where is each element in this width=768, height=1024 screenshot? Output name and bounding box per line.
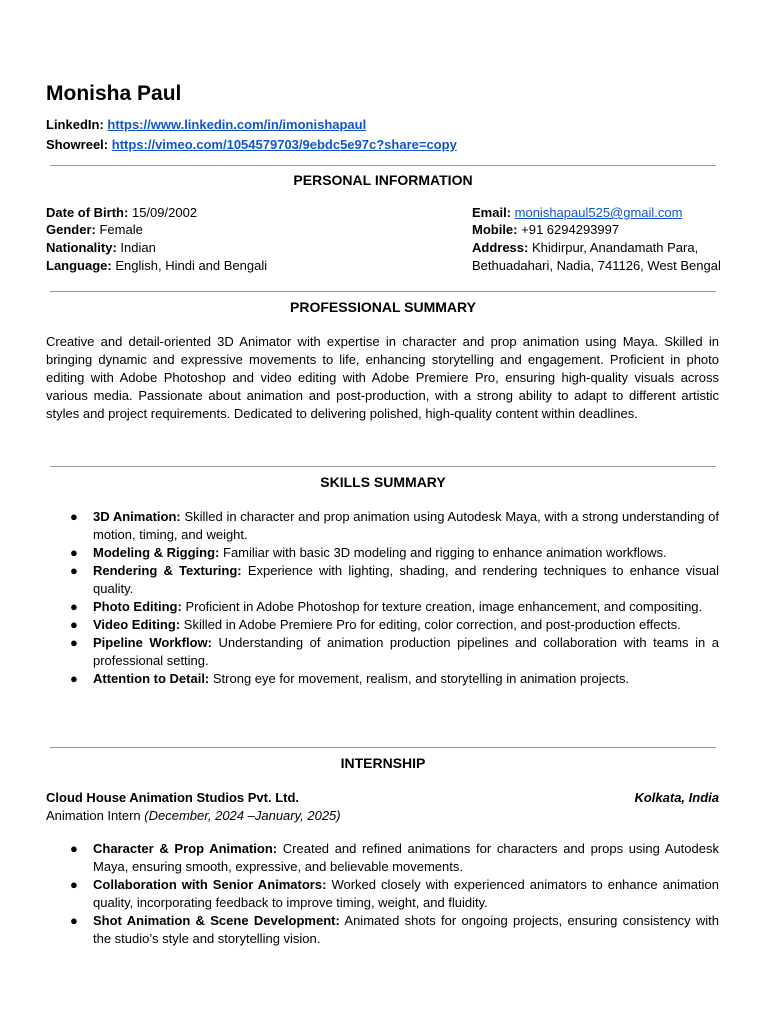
internship-heading: INTERNSHIP: [340, 755, 426, 771]
skill-item: [46, 634, 719, 670]
skill-title: 3D Animation:: [93, 509, 181, 524]
skill-item: [46, 508, 719, 544]
bullet-icon: ●: [70, 913, 78, 928]
skills-summary-heading: SKILLS SUMMARY: [320, 474, 446, 490]
nationality-field: [46, 239, 156, 257]
skill-title: Modeling & Rigging:: [93, 545, 220, 560]
address-field: [472, 239, 698, 257]
skill-item: [46, 670, 719, 688]
bullet-icon: ●: [70, 617, 78, 632]
skill-text: Experience with lighting, shading, and rendering techniques to enhance visual quality.: [93, 563, 719, 596]
skill-item: [46, 616, 719, 634]
skill-item: [46, 544, 719, 562]
bullet-icon: ●: [70, 509, 78, 524]
skill-text: Understanding of animation production pipelines and collaboration with teams in a professional setting.: [93, 635, 719, 668]
skills-list: [46, 508, 719, 688]
email-link[interactable]: monishapaul525@gmail.com: [514, 205, 683, 220]
internship-item-title: Character & Prop Animation:: [93, 841, 278, 856]
gender-label: Gender:: [46, 222, 96, 237]
internship-item-text: Worked closely with experienced animators to enhance animation quality, incorporating feedback to improve timing, weight, and fluidity.: [93, 877, 719, 910]
nationality-value: Indian: [120, 240, 156, 255]
address-line-2: Bethuadahari, Nadia, 741126, West Bengal: [472, 258, 721, 273]
divider: [50, 291, 716, 292]
language-field: [46, 257, 267, 275]
address-label: Address:: [472, 240, 529, 255]
linkedin-line: [46, 117, 366, 132]
internship-item: [46, 840, 719, 876]
email-field: [472, 204, 682, 222]
language-label: Language:: [46, 258, 112, 273]
linkedin-label: LinkedIn:: [46, 117, 104, 132]
gender-field: [46, 221, 143, 239]
internship-item: [46, 912, 719, 948]
gender-value: Female: [99, 222, 143, 237]
skill-item: [46, 562, 719, 598]
mobile-label: Mobile:: [472, 222, 518, 237]
company-location: Kolkata, India: [634, 790, 719, 805]
professional-summary-heading: PROFESSIONAL SUMMARY: [290, 299, 476, 315]
bullet-icon: ●: [70, 563, 78, 578]
skill-text: Skilled in character and prop animation using Autodesk Maya, with a strong understanding of motion, timing, and weight.: [93, 509, 719, 542]
candidate-name: Monisha Paul: [46, 82, 182, 105]
showreel-line: [46, 137, 457, 152]
skill-text: Skilled in Adobe Premiere Pro for editing, color correction, and post-production effects.: [183, 617, 681, 632]
internship-item: [46, 876, 719, 912]
language-value: English, Hindi and Bengali: [115, 258, 268, 273]
dob-value: 15/09/2002: [131, 205, 198, 220]
bullet-icon: ●: [70, 599, 78, 614]
email-label: Email:: [472, 205, 512, 220]
skill-title: Photo Editing:: [93, 599, 182, 614]
bullet-icon: ●: [70, 877, 78, 892]
address-line-2-wrap: [472, 257, 721, 275]
skill-title: Attention to Detail:: [93, 671, 210, 686]
professional-summary-text: Creative and detail-oriented 3D Animator with expertise in character and prop animation using Maya. Skilled in bringing dynamic and expressive movements to life, enhancing storytelling and engagement. Proficient in photo editing with Adobe Photoshop and video editing with Adobe Premiere Pro, ensuring high-quality visuals across various media. Passionate about animation and post-production, with a strong ability to adapt to different artistic styles and project requirements. Dedicated to delivering polished, high-quality content within deadlines.: [46, 334, 719, 421]
personal-info-heading: PERSONAL INFORMATION: [293, 172, 473, 188]
bullet-icon: ●: [70, 635, 78, 650]
linkedin-link[interactable]: https://www.linkedin.com/in/imonishapaul: [107, 117, 367, 132]
internship-item-text: Created and refined animations for characters and props using Autodesk Maya, ensuring smooth, expressive, and believable movements.: [93, 841, 719, 874]
skill-title: Pipeline Workflow:: [93, 635, 212, 650]
bullet-icon: ●: [70, 841, 78, 856]
nationality-label: Nationality:: [46, 240, 117, 255]
internship-list: [46, 840, 719, 948]
role-dates: (December, 2024 –January, 2025): [144, 808, 341, 823]
showreel-link[interactable]: https://vimeo.com/1054579703/9ebdc5e97c?share=copy: [111, 137, 457, 152]
divider: [50, 747, 716, 748]
skill-text: Proficient in Adobe Photoshop for texture creation, image enhancement, and compositing.: [185, 599, 703, 614]
divider: [50, 165, 716, 166]
mobile-value: +91 6294293997: [521, 222, 620, 237]
address-line-1: Khidirpur, Anandamath Para,: [531, 240, 699, 255]
internship-item-title: Collaboration with Senior Animators:: [93, 877, 327, 892]
internship-item-title: Shot Animation & Scene Development:: [93, 913, 340, 928]
dob-field: [46, 204, 197, 222]
bullet-icon: ●: [70, 671, 78, 686]
skill-text: Strong eye for movement, realism, and storytelling in animation projects.: [212, 671, 630, 686]
internship-item-text: Animated shots for ongoing projects, ensuring consistency with the studio’s style and storytelling vision.: [93, 913, 719, 946]
skill-title: Video Editing:: [93, 617, 181, 632]
mobile-field: [472, 221, 619, 239]
role-line: [46, 808, 341, 823]
bullet-icon: ●: [70, 545, 78, 560]
divider: [50, 466, 716, 467]
skill-item: [46, 598, 719, 616]
role-title: Animation Intern: [46, 808, 141, 823]
skill-text: Familiar with basic 3D modeling and rigging to enhance animation workflows.: [223, 545, 667, 560]
skill-title: Rendering & Texturing:: [93, 563, 242, 578]
showreel-label: Showreel:: [46, 137, 109, 152]
dob-label: Date of Birth:: [46, 205, 129, 220]
company-name: Cloud House Animation Studios Pvt. Ltd.: [46, 790, 300, 805]
